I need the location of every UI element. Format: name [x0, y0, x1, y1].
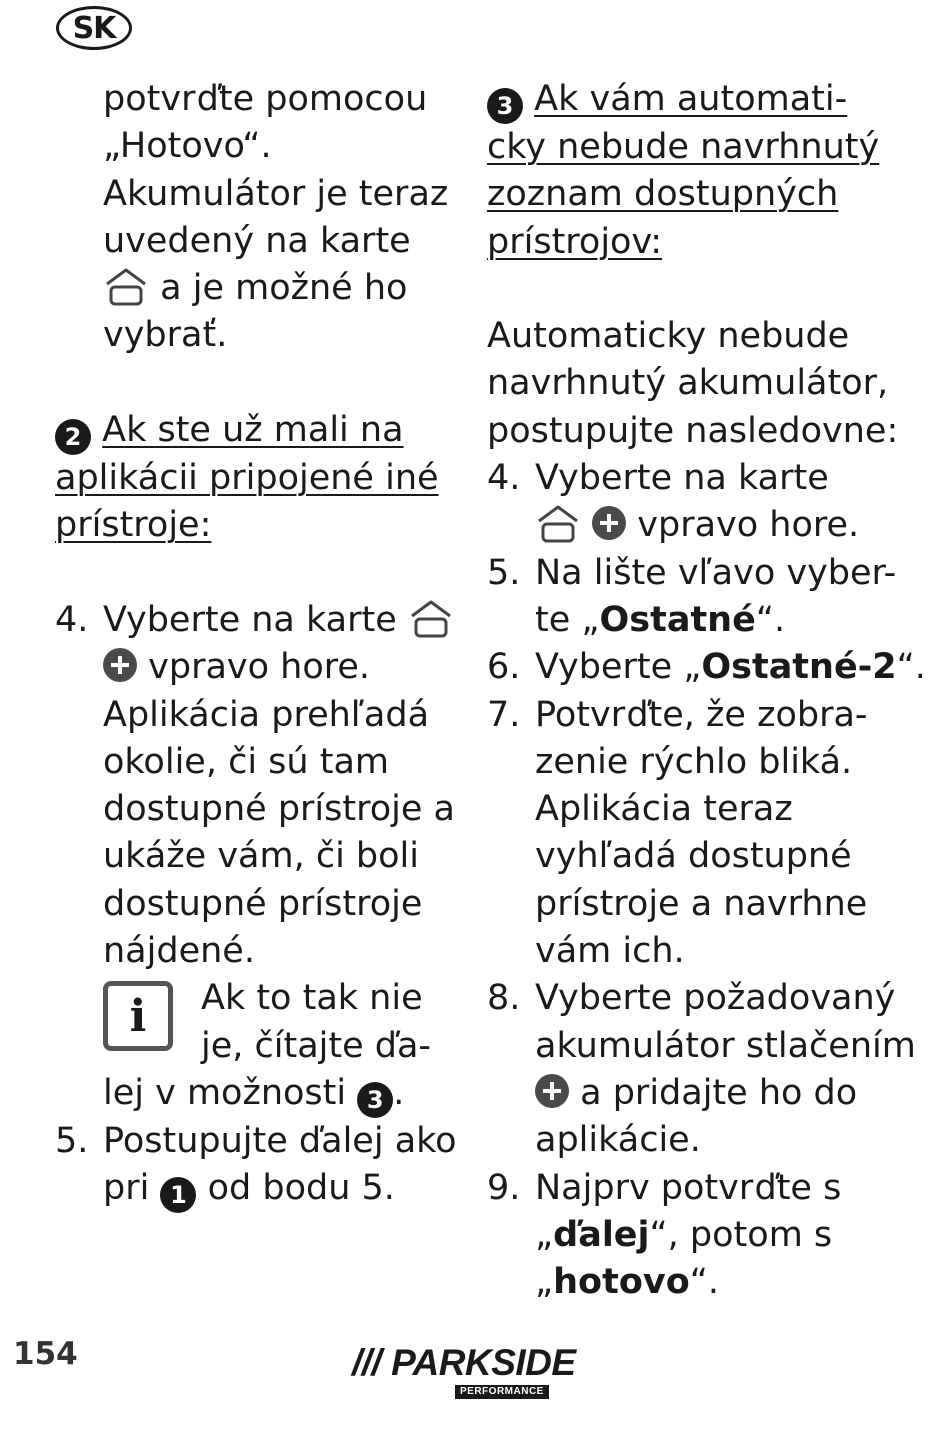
text-line: vyhľadá dostupné: [535, 836, 852, 877]
text-line: zenie rýchlo bliká.: [535, 741, 853, 782]
list-item-step-7: [487, 692, 907, 976]
intro-text: [487, 313, 907, 455]
heading-line: cky nebude navrhnutý: [487, 127, 880, 167]
list-number: 5.: [55, 1120, 89, 1161]
text-span: vpravo hore.: [148, 647, 371, 688]
bold-term: ďalej: [553, 1214, 650, 1255]
heading-line: prístrojov:: [487, 221, 663, 262]
list-item-step-5: [55, 1118, 470, 1213]
language-badge: SK: [56, 6, 132, 50]
logo-slashes-icon: ///: [352, 1342, 382, 1383]
bold-term: Ostatné: [599, 599, 756, 640]
text-span: “, potom s: [649, 1214, 833, 1255]
list-number: 8.: [487, 978, 521, 1019]
list-item-step-5: [487, 550, 907, 645]
intro-text: [55, 76, 470, 360]
heading-line: Ak vám automati-: [534, 79, 848, 119]
text-span: „: [535, 1214, 554, 1255]
info-icon: i: [103, 981, 173, 1051]
home-icon: [408, 599, 454, 639]
logo-subtitle: PERFORMANCE: [455, 1385, 549, 1399]
text-line: nájdené.: [103, 931, 255, 972]
bold-term: hotovo: [553, 1262, 690, 1303]
list-number: 6.: [487, 647, 521, 688]
text-line: Vyberte na karte: [535, 458, 829, 499]
list-number: 4.: [55, 599, 89, 640]
bold-term: Ostatné-2: [701, 647, 897, 688]
text-line: dostupné prístroje: [103, 883, 423, 924]
text-line: Aplikácia teraz: [535, 789, 793, 830]
list-item-step-4: [487, 455, 907, 550]
text-line: vám ich.: [535, 931, 685, 972]
right-column: [487, 76, 926, 1306]
list-item-step-9: [487, 1165, 907, 1307]
text-line: „Hotovo“.: [103, 126, 272, 167]
page-number: 154: [13, 1336, 78, 1372]
info-note: [103, 975, 470, 1070]
heading-line: aplikácii pripojené iné: [55, 458, 439, 499]
plus-circle-icon: [592, 506, 626, 540]
list-number: 9.: [487, 1167, 521, 1208]
text-span: a pridajte ho do: [580, 1072, 858, 1113]
number-1-circle-icon: 1: [160, 1177, 196, 1213]
heading-line: zoznam dostupných: [487, 174, 839, 215]
plus-circle-icon: [535, 1074, 569, 1108]
left-column: [55, 76, 470, 1213]
text-line: Ak to tak nie: [201, 978, 423, 1019]
text-line: Automaticky nebude: [487, 316, 850, 357]
text-span: a je možné ho: [160, 268, 408, 309]
text-line: prístroje a navrhne: [535, 883, 868, 924]
text-line: Postupujte ďalej ako: [103, 1120, 457, 1161]
logo-text: PARKSIDE: [391, 1342, 576, 1383]
text-line: potvrďte pomocou: [103, 79, 428, 119]
text-line: je, čítajte ďa-: [201, 1025, 432, 1066]
text-span: lej v možnosti: [103, 1072, 347, 1113]
plus-circle-icon: [103, 648, 137, 682]
text-line: okolie, či sú tam: [103, 741, 389, 782]
list-number: 7.: [487, 694, 521, 735]
list-item-step-8: [487, 975, 916, 1164]
text-span: .: [393, 1072, 405, 1113]
text-span: „: [535, 1262, 554, 1303]
section-2-heading: [55, 407, 470, 550]
text-span: “.: [755, 599, 786, 640]
text-span: vpravo hore.: [637, 505, 860, 546]
text-line: Potvrďte, že zobra-: [535, 694, 868, 735]
section-3-heading: [487, 76, 907, 266]
list-item-step-4: [55, 597, 470, 1118]
text-line: navrhnutý akumulátor,: [487, 363, 889, 404]
text-span: Vyberte na karte: [103, 599, 397, 640]
number-3-circle-icon: 3: [487, 88, 523, 124]
text-line: uvedený na karte: [103, 220, 411, 261]
text-line: postupujte nasledovne:: [487, 410, 899, 451]
heading-line: Ak ste už mali na: [102, 410, 404, 451]
text-line: ukáže vám, či boli: [103, 836, 419, 877]
text-line: Vyberte požadovaný: [535, 978, 896, 1019]
list-number: 4.: [487, 458, 521, 499]
heading-line: prístroje:: [55, 505, 212, 546]
text-line: dostupné prístroje a: [103, 789, 455, 830]
text-span: od bodu 5.: [207, 1168, 395, 1209]
list-number: 5.: [487, 552, 521, 593]
list-item-step-6: [487, 644, 926, 691]
text-span: te „: [535, 599, 600, 640]
number-2-circle-icon: 2: [55, 419, 91, 455]
text-line: Najprv potvrďte s: [535, 1167, 842, 1208]
text-line: Akumulátor je teraz: [103, 173, 449, 214]
text-line: akumulátor stlačením: [535, 1025, 916, 1066]
text-span: pri: [103, 1168, 150, 1209]
text-line: aplikácie.: [535, 1120, 701, 1161]
home-icon: [103, 267, 149, 307]
text-line: Aplikácia prehľadá: [103, 694, 430, 735]
text-span: “.: [689, 1262, 720, 1303]
parkside-logo: [352, 1342, 576, 1403]
text-line: Na lište vľavo vyber-: [535, 552, 897, 593]
text-span: “.: [896, 647, 926, 688]
number-3-circle-icon: 3: [357, 1082, 393, 1118]
home-icon: [535, 504, 581, 544]
text-span: Vyberte „: [535, 647, 702, 688]
text-line: vybrať.: [103, 315, 228, 356]
